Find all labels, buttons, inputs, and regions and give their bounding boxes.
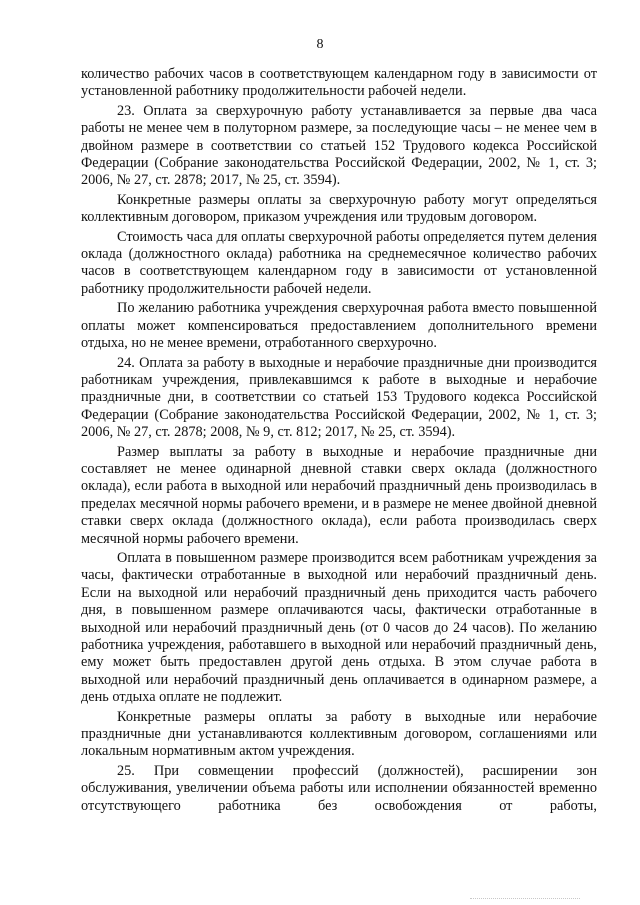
paragraph: 23. Оплата за сверхурочную работу устанавливается за первые два часа работы не менее чем в полуторном размере, за последующие часы – не менее чем в двойном размере в соответствии со статьей 152 Трудового кодекса Российской Федерации (Собрание законодательства Российской Федерации, 2002, № 1, ст. 3; 2006, № 27, ст. 2878; 2017, № 25, ст. 3594). bbox=[81, 102, 597, 189]
scan-artifact-line bbox=[470, 898, 580, 899]
paragraph: По желанию работника учреждения сверхурочная работа вместо повышенной оплаты может компенсироваться предоставлением дополнительного времени отдыха, но не менее времени, отработанного сверхурочно. bbox=[81, 300, 597, 352]
paragraph: Конкретные размеры оплаты за сверхурочную работу могут определяться коллективным договором, приказом учреждения или трудовым договором. bbox=[81, 191, 597, 226]
paragraph: 24. Оплата за работу в выходные и нерабочие праздничные дни производится работникам учреждения, привлекавшимся к работе в выходные и нерабочие праздничные дни, в соответствии со статьей 153 Трудового кодекса Российской Федерации (Собрание законодательства Российской Федерации, 2002, № 1, ст. 3; 2006, № 27, ст. 2878; 2008, № 9, ст. 812; 2017, № 25, ст. 3594). bbox=[81, 354, 597, 441]
paragraph: Стоимость часа для оплаты сверхурочной работы определяется путем деления оклада (должностного оклада) работника на среднемесячное количество рабочих часов в соответствующем календарном году в зависимости от установленной работнику продолжительности рабочей недели. bbox=[81, 228, 597, 297]
page-number: 8 bbox=[316, 37, 324, 52]
paragraph: 25. При совмещении профессий (должностей), расширении зон обслуживания, увеличении объема работы или исполнении обязанностей временно отсутствующего работника без освобождения от работы, bbox=[81, 762, 597, 814]
document-body bbox=[81, 66, 597, 817]
paragraph: Оплата в повышенном размере производится всем работникам учреждения за часы, фактически отработанные в выходной или нерабочий праздничный день. Если на выходной или нерабочий праздничный день приходится часть рабочего дня, в повышенном размере оплачиваются часы, фактически отработанные в выходной или нерабочий праздничный день (от 0 часов до 24 часов). По желанию работника учреждения, работавшего в выходной или нерабочий праздничный день, ему может быть предоставлен другой день отдыха. В этом случае работа в выходной или нерабочий праздничный день оплачивается в одинарном размере, а день отдыха оплате не подлежит. bbox=[81, 549, 597, 706]
paragraph: Размер выплаты за работу в выходные и нерабочие праздничные дни составляет не менее одинарной дневной ставки сверх оклада (должностного оклада), если работа в выходной или нерабочий праздничный день производилась в пределах месячной нормы рабочего времени, и в размере не менее двойной дневной ставки сверх оклада (должностного оклада), если работа производилась сверх месячной нормы рабочего времени. bbox=[81, 443, 597, 547]
paragraph: Конкретные размеры оплаты за работу в выходные или нерабочие праздничные дни устанавливаются коллективным договором, соглашениями или локальным нормативным актом учреждения. bbox=[81, 708, 597, 760]
paragraph: количество рабочих часов в соответствующем календарном году в зависимости от установленной работнику продолжительности рабочей недели. bbox=[81, 66, 597, 100]
